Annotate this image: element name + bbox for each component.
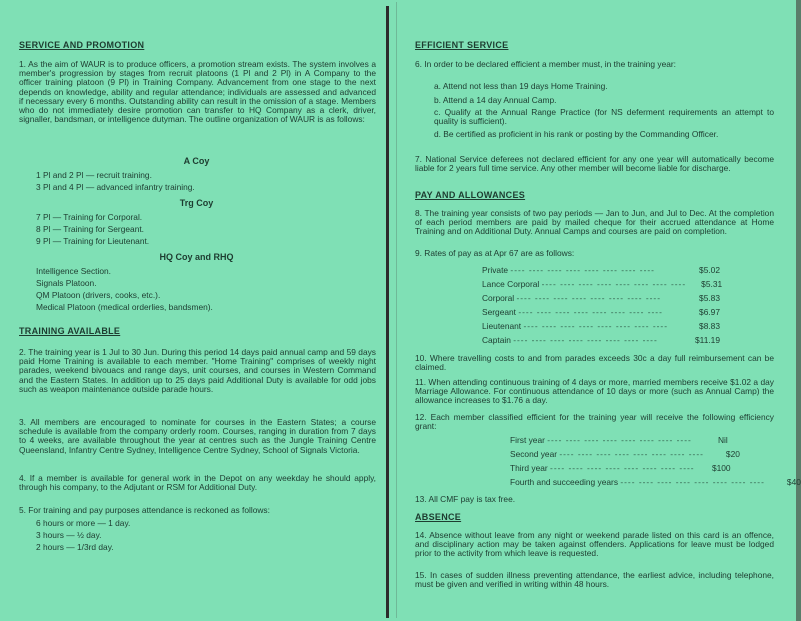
leader-dots: ---- ---- ---- ---- ---- ---- ---- ---- — [523, 321, 668, 331]
rate-value: $6.97 — [699, 307, 720, 317]
a-coy-heading: A Coy — [183, 156, 210, 166]
pay-rate-row — [482, 294, 720, 303]
a-coy-item: 1 Pl and 2 Pl — recruit training. — [36, 170, 152, 180]
service-heading: SERVICE AND PROMOTION — [19, 40, 145, 50]
grant-row — [510, 463, 731, 473]
rate-value: $5.83 — [699, 293, 720, 303]
pay-rate-row — [482, 308, 720, 317]
efficiency-requirement: b. Attend a 14 day Annual Camp. — [434, 95, 557, 105]
para-7: 7. National Service deferees not declared efficient for any one year will automatically become liable for 2 years full time service. Any other member will become liable for discharge. — [415, 154, 774, 174]
para-2: 2. The training year is 1 Jul to 30 Jun. During this period 14 days paid annual camp and 59 days paid Home Training is available to each member. "Home Training" comprises of weekly night parades, weekend bivouacs and range days, unit courses, and courses in Western Command and the Eastern States. In addition up to 25 days paid Additional Duty is available for odd jobs such as weapon maintenance outside parade hours. — [19, 347, 376, 394]
leader-dots: ---- ---- ---- ---- ---- ---- ---- ---- — [510, 265, 655, 275]
grant-year: Fourth and succeeding years — [510, 477, 619, 487]
pay-rate-row — [482, 322, 720, 331]
para-13: 13. All CMF pay is tax free. — [415, 494, 516, 504]
para-4: 4. If a member is available for general work in the Depot on any weekday he should apply, through his company, to the Adjutant or RSM for Additional Duty. — [19, 473, 376, 493]
para-14: 14. Absence without leave from any night or weekend parade listed on this card is an offence, and disciplinary action may be taken against offenders. Applications for leave must be lodged prior to the activity from which leave is requested. — [415, 530, 774, 559]
training-heading: TRAINING AVAILABLE — [19, 326, 121, 336]
pay-rate-row — [482, 266, 720, 275]
rate-value: $8.83 — [699, 321, 720, 331]
grant-value: $100 — [711, 463, 731, 473]
leader-dots: ---- ---- ---- ---- ---- ---- ---- ---- — [550, 463, 695, 473]
grant-row — [510, 477, 801, 487]
leader-dots: ---- ---- ---- ---- ---- ---- ---- ---- — [620, 477, 765, 487]
para-6: 6. In order to be declared efficient a member must, in the training year: — [415, 59, 677, 69]
hq-coy-item: Intelligence Section. — [36, 266, 111, 276]
trg-coy-heading: Trg Coy — [179, 198, 214, 208]
grant-row — [510, 449, 740, 459]
rate-value: $5.02 — [699, 265, 720, 275]
rank-label: Sergeant — [482, 307, 516, 317]
attendance-item: 3 hours — ½ day. — [36, 530, 102, 540]
trg-coy-item: 8 Pl — Training for Sergeant. — [36, 224, 144, 234]
rank-label: Private — [482, 265, 509, 275]
rank-label: Captain — [482, 335, 511, 345]
rate-value: $11.19 — [695, 335, 720, 345]
trg-coy-item: 7 Pl — Training for Corporal. — [36, 212, 143, 222]
trg-coy-item: 9 Pl — Training for Lieutenant. — [36, 236, 150, 246]
leader-dots: ---- ---- ---- ---- ---- ---- ---- ---- — [547, 435, 692, 445]
leader-dots: ---- ---- ---- ---- ---- ---- ---- ---- — [518, 307, 663, 317]
grant-year: Second year — [510, 449, 558, 459]
leader-dots: ---- ---- ---- ---- ---- ---- ---- ---- — [513, 335, 658, 345]
pay-rate-row — [482, 336, 720, 345]
leader-dots: ---- ---- ---- ---- ---- ---- ---- ---- — [559, 449, 704, 459]
hq-coy-item: QM Platoon (drivers, cooks, etc.). — [36, 290, 161, 300]
attendance-item: 6 hours or more — 1 day. — [36, 518, 131, 528]
hq-coy-item: Signals Platoon. — [36, 278, 97, 288]
efficiency-requirement: d. Be certified as proficient in his rank or posting by the Commanding Officer. — [434, 129, 719, 139]
para-8: 8. The training year consists of two pay periods — Jan to Jun, and Jul to Dec. At the completion of each period members are paid by mailed cheque for their accrued attendance at Home Training and on Additional Duty. Annual Camps and courses are paid on completion. — [415, 208, 774, 237]
pay-heading: PAY AND ALLOWANCES — [415, 190, 526, 200]
fold-divider — [386, 6, 389, 618]
para-12: 12. Each member classified efficient for the training year will receive the following efficiency grant: — [415, 412, 774, 432]
leader-dots: ---- ---- ---- ---- ---- ---- ---- ---- — [516, 293, 661, 303]
hq-coy-item: Medical Platoon (medical orderlies, bandsmen). — [36, 302, 213, 312]
efficiency-requirement: a. Attend not less than 19 days Home Training. — [434, 81, 608, 91]
rank-label: Lieutenant — [482, 321, 522, 331]
grant-year: First year — [510, 435, 545, 445]
efficient-heading: EFFICIENT SERVICE — [415, 40, 509, 50]
pay-rate-row — [482, 279, 723, 289]
a-coy-item: 3 Pl and 4 Pl — advanced infantry training. — [36, 182, 195, 192]
hq-coy-heading: HQ Coy and RHQ — [159, 252, 234, 262]
efficiency-requirement: c. Qualify at the Annual Range Practice (for NS deferment requirements an attempt to quality is sufficient). — [434, 107, 774, 127]
grant-value: $20 — [725, 449, 740, 459]
grant-value: $40 — [786, 477, 801, 487]
absence-heading: ABSENCE — [415, 512, 462, 522]
para-11: 11. When attending continuous training of 4 days or more, married members receive $1.02 a day Marriage Allowance. For continuous attendance of 10 days or more (such as Annual Camp) the allowance increases to $1.76 a day. — [415, 377, 774, 406]
rate-value: $5.31 — [701, 279, 723, 289]
para-10: 10. Where travelling costs to and from parades exceeds 30c a day full reimbursement can be claimed. — [415, 353, 774, 373]
attendance-item: 2 hours — 1/3rd day. — [36, 542, 114, 552]
grant-value: Nil — [718, 435, 728, 445]
para-1: 1. As the aim of WAUR is to produce officers, a promotion stream exists. The system involves a member's progression by stages from recruit platoons (1 Pl and 2 Pl) in A Company to the officer training platoon (9 Pl) in Training Company. Advancement from one stage to the next depends on knowledge, ability and regular attendance; individuals are assessed and advanced if necessary every 6 months. Outstanding ability can result in the omission of a stage. Members who do not immediately desire promotion can transfer to HQ Company as a clerk, driver, signaller, bandsman, or intelligence dutyman. The outline organization of WAUR is as follows: — [19, 59, 376, 125]
rank-label: Corporal — [482, 293, 515, 303]
leader-dots: ---- ---- ---- ---- ---- ---- ---- ---- — [541, 279, 687, 289]
rank-label: Lance Corporal — [482, 279, 540, 289]
grant-year: Third year — [510, 463, 548, 473]
para-5: 5. For training and pay purposes attendance is reckoned as follows: — [19, 505, 270, 515]
para-3: 3. All members are encouraged to nominate for courses in the Eastern States; a course schedule is available from the company orderly room. Courses, ranging in duration from 7 days to 4 weeks, are available throughout the year at centres such as the Jungle Training Centre Queensland, Infantry Centre Sydney, Intelligence Centre Sydney, School of Signals Victoria. — [19, 417, 376, 455]
grant-row — [510, 435, 728, 445]
para-9: 9. Rates of pay as at Apr 67 are as follows: — [415, 248, 575, 258]
para-15: 15. In cases of sudden illness preventing attendance, the earliest advice, including telephone, must be given and verified in writing within 48 hours. — [415, 570, 774, 590]
